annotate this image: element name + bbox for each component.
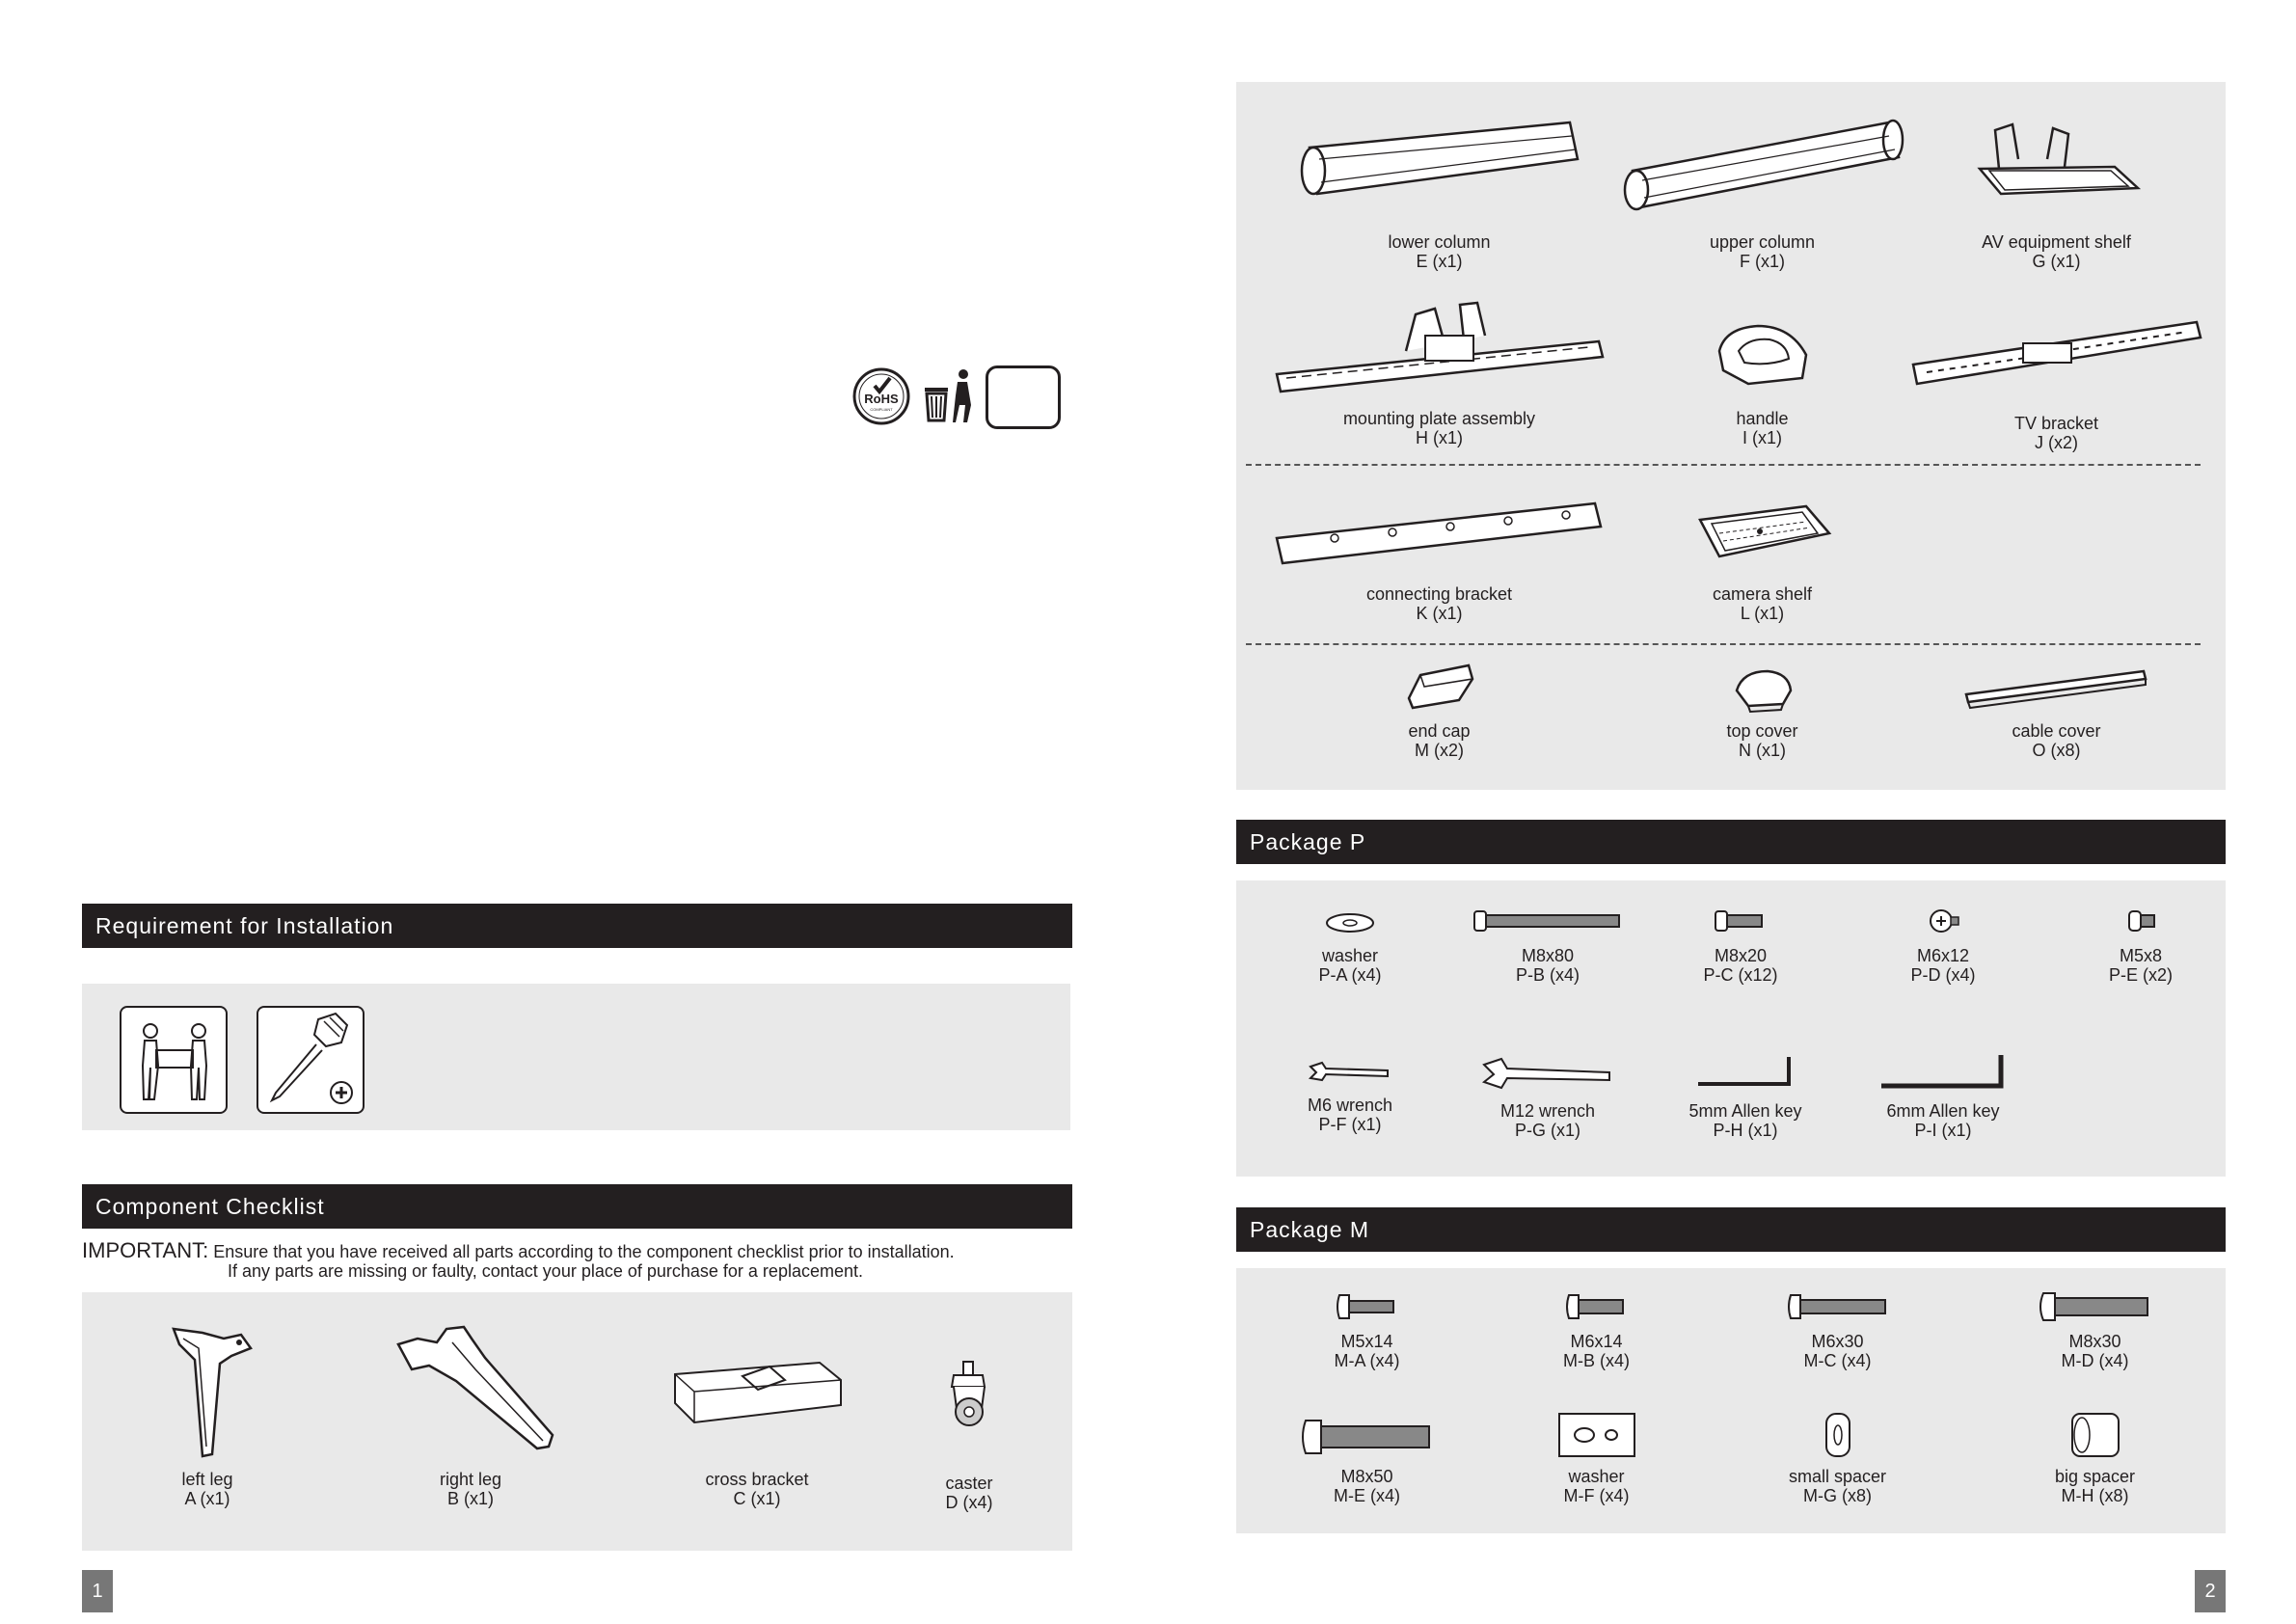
hw-name: M5x14 (1340, 1332, 1393, 1351)
part-upper-column (1591, 101, 1933, 271)
hw-washer-pa (1254, 902, 1446, 985)
part-lower-column (1268, 101, 1610, 271)
hw-name: M5x8 (2119, 946, 2162, 965)
part-left-leg (111, 1319, 304, 1508)
hw-bolt-pc (1644, 902, 1837, 985)
hw-qty: P-B (x4) (1515, 965, 1580, 985)
part-av-shelf (1885, 101, 2228, 271)
hw-screw-pe (2044, 902, 2237, 985)
hw-small-spacer (1753, 1408, 1922, 1505)
part-qty: E (x1) (1416, 252, 1463, 271)
part-qty: H (x1) (1416, 428, 1463, 447)
part-handle (1591, 316, 1933, 447)
part-name: TV bracket (2013, 414, 2099, 433)
hw-wrench-pf (1254, 1051, 1446, 1134)
hw-name: 5mm Allen key (1688, 1101, 1802, 1121)
hw-name: M8x50 (1340, 1467, 1393, 1486)
hw-qty: P-I (x1) (1914, 1121, 1972, 1140)
blank-mark-box (986, 365, 1061, 429)
hw-qty: P-G (x1) (1514, 1121, 1580, 1140)
hw-bolt-pb (1451, 902, 1644, 985)
part-caster (911, 1358, 1027, 1512)
hw-bolt-mb (1512, 1287, 1681, 1370)
hw-name: washer (1321, 946, 1379, 965)
part-qty: G (x1) (2032, 252, 2081, 271)
part-qty: A (x1) (184, 1489, 230, 1508)
hw-name: M6x12 (1916, 946, 1970, 965)
hw-name: washer (1568, 1467, 1625, 1486)
part-name: camera shelf (1712, 584, 1813, 604)
part-name: cable cover (2012, 721, 2101, 741)
part-mounting-plate (1268, 297, 1610, 447)
hw-name: M6x30 (1811, 1332, 1864, 1351)
part-qty: C (x1) (733, 1489, 781, 1508)
part-qty: D (x4) (945, 1493, 993, 1512)
important-line-1: Ensure that you have received all parts according to the component checklist prior to installation. (213, 1242, 955, 1261)
hw-qty: P-D (x4) (1910, 965, 1976, 985)
hw-name: M8x30 (2068, 1332, 2121, 1351)
hw-qty: M-A (x4) (1334, 1351, 1400, 1370)
page-number-left: 1 (82, 1570, 113, 1612)
rohs-logo-text: RoHS (864, 392, 899, 406)
hw-allen-ph (1649, 1051, 1842, 1140)
part-name: lower column (1388, 232, 1491, 252)
hw-qty: M-H (x8) (2061, 1486, 2129, 1505)
part-name: top cover (1726, 721, 1798, 741)
hw-name: 6mm Allen key (1886, 1101, 2000, 1121)
part-top-cover (1591, 665, 1933, 760)
hw-name: big spacer (2054, 1467, 2136, 1486)
part-qty: O (x8) (2032, 741, 2081, 760)
hw-qty: P-A (x4) (1318, 965, 1382, 985)
part-name: end cap (1408, 721, 1471, 741)
important-note (82, 1240, 1075, 1262)
requirement-panel (82, 984, 1070, 1130)
important-note-line-2: If any parts are missing or faulty, contact your place of purchase for a replacement. (228, 1261, 863, 1281)
hw-name: M12 wrench (1499, 1101, 1596, 1121)
part-name: AV equipment shelf (1982, 232, 2131, 252)
part-name: caster (945, 1474, 993, 1493)
part-qty: B (x1) (446, 1489, 494, 1508)
part-qty: N (x1) (1739, 741, 1786, 760)
rohs-logo (851, 366, 911, 426)
hw-bolt-ma (1283, 1287, 1451, 1370)
part-connecting-bracket (1268, 492, 1610, 623)
requirement-title-bar: Requirement for Installation (82, 904, 1072, 948)
page-number-right: 2 (2195, 1570, 2226, 1612)
hw-qty: M-D (x4) (2061, 1351, 2129, 1370)
hw-qty: M-E (x4) (1334, 1486, 1400, 1505)
rohs-logo-small-text: COMPLIANT (870, 407, 893, 412)
weee-bin-icon (921, 366, 975, 426)
part-qty: I (x1) (1742, 428, 1782, 447)
part-qty: K (x1) (1416, 604, 1463, 623)
hw-washer-mf (1512, 1408, 1681, 1505)
part-tv-bracket (1885, 307, 2228, 452)
two-person-icon (120, 1006, 228, 1114)
hw-bolt-me (1283, 1413, 1451, 1505)
part-name: cross bracket (705, 1470, 809, 1489)
divider-1 (1246, 464, 2201, 466)
hw-allen-pi (1847, 1051, 2039, 1140)
hw-bolt-mc (1753, 1287, 1922, 1370)
hw-qty: M-C (x4) (1803, 1351, 1872, 1370)
hw-qty: M-B (x4) (1563, 1351, 1630, 1370)
hw-wrench-pg (1451, 1051, 1644, 1140)
hw-name: M8x80 (1521, 946, 1575, 965)
checklist-title-bar: Component Checklist (82, 1184, 1072, 1229)
part-name: upper column (1709, 232, 1816, 252)
hw-name: small spacer (1788, 1467, 1887, 1486)
hw-qty: P-F (x1) (1318, 1115, 1382, 1134)
part-name: connecting bracket (1365, 584, 1513, 604)
part-camera-shelf (1591, 497, 1933, 623)
hw-qty: M-F (x4) (1563, 1486, 1630, 1505)
part-right-leg (374, 1319, 567, 1508)
hw-qty: P-E (x2) (2108, 965, 2173, 985)
hw-qty: P-C (x12) (1703, 965, 1778, 985)
divider-2 (1246, 643, 2201, 645)
part-qty: M (x2) (1415, 741, 1464, 760)
hw-big-spacer (2011, 1408, 2179, 1505)
part-name: handle (1736, 409, 1789, 428)
part-name: left leg (181, 1470, 233, 1489)
part-qty: L (x1) (1740, 604, 1785, 623)
package-p-title-bar: Package P (1236, 820, 2226, 864)
hw-bolt-md (2011, 1287, 2179, 1370)
hw-name: M8x20 (1714, 946, 1768, 965)
hw-qty: P-H (x1) (1713, 1121, 1778, 1140)
important-label: IMPORTANT: (82, 1238, 209, 1262)
hw-qty: M-G (x8) (1803, 1486, 1872, 1505)
hw-screw-pd (1847, 902, 2039, 985)
part-name: right leg (439, 1470, 502, 1489)
part-end-cap (1268, 660, 1610, 760)
part-qty: F (x1) (1740, 252, 1785, 271)
part-cross-bracket (661, 1345, 853, 1508)
part-cable-cover (1885, 665, 2228, 760)
screwdriver-icon (257, 1006, 365, 1114)
hw-name: M6 wrench (1307, 1096, 1393, 1115)
package-m-title-bar: Package M (1236, 1207, 2226, 1252)
part-name: mounting plate assembly (1342, 409, 1536, 428)
hw-name: M6x14 (1570, 1332, 1623, 1351)
part-qty: J (x2) (2035, 433, 2078, 452)
